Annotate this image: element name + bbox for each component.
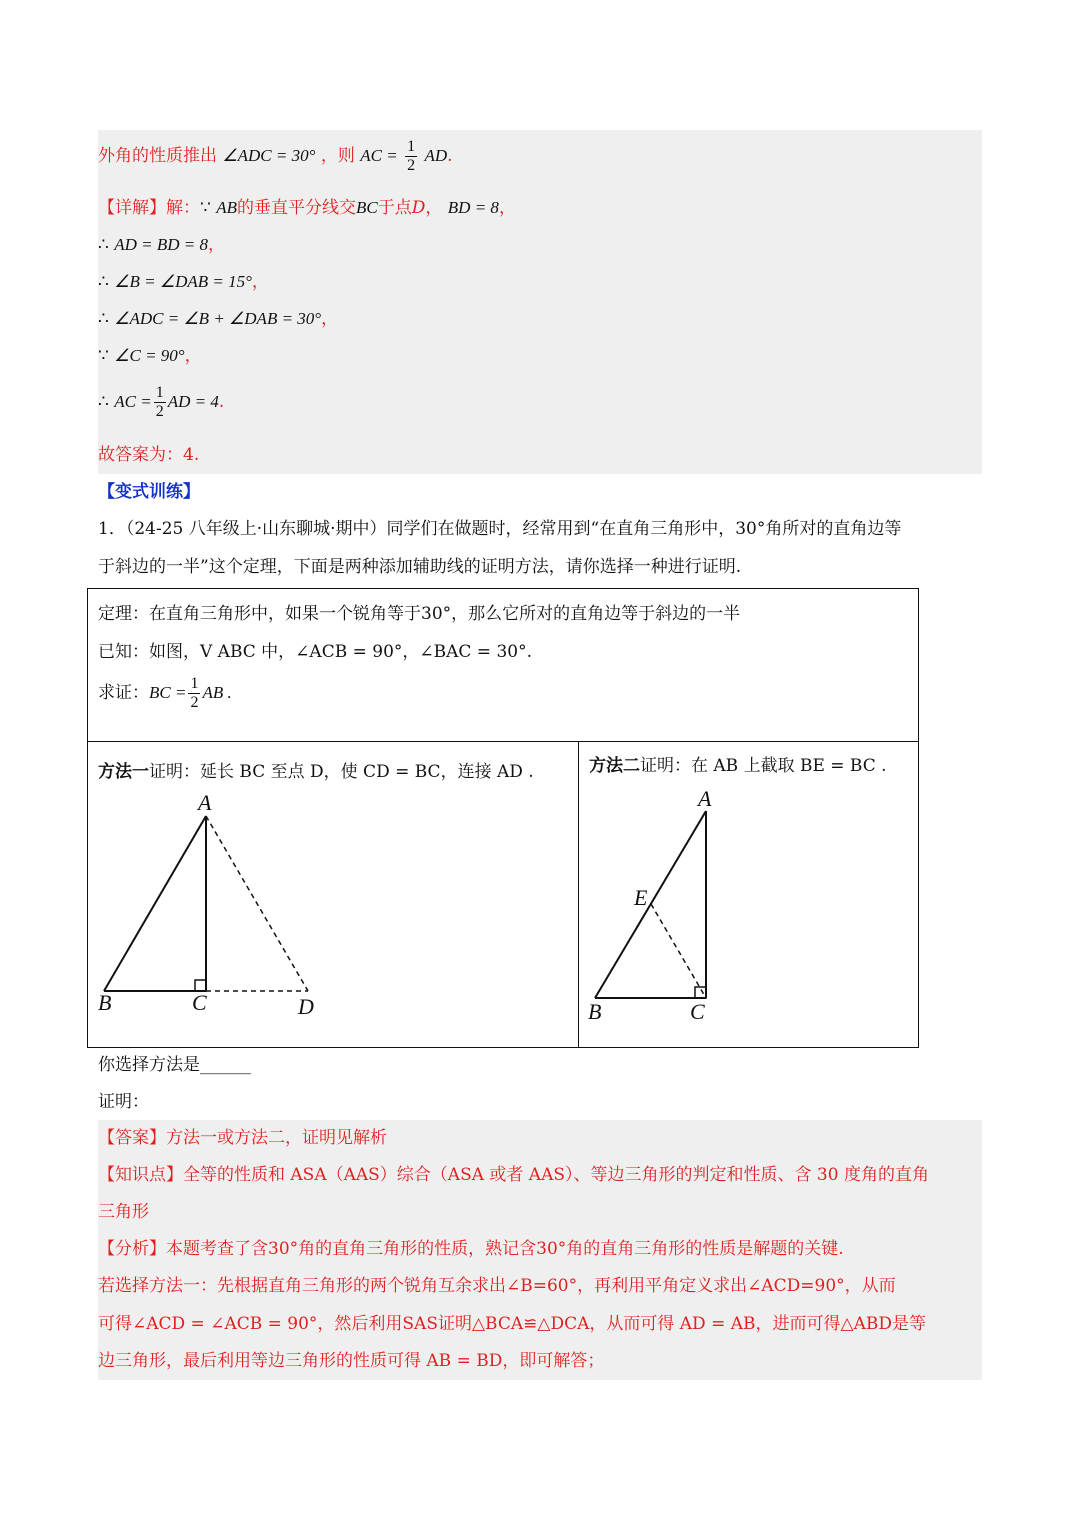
final-answer: 故答案为：4. [98, 445, 200, 465]
text: ， [251, 272, 269, 292]
choose-method: 你选择方法是______ [98, 1055, 251, 1075]
text: ，则 [320, 146, 355, 166]
problem-line-1: 1．（24-25 八年级上·山东聊城·期中）同学们在做题时，经常用到“在直角三角形中，30°角所对的直角边等 [98, 519, 902, 539]
knowledge-line: 【知识点】全等的性质和 ASA（AAS）综合（ASA 或者 AAS）、等边三角形的判定和性质、含 30 度角的直角 [98, 1165, 929, 1185]
method-1-explain-1: 若选择方法一：先根据直角三角形的两个锐角互余求出∠B=60°，再利用平角定义求出∠ACD=90°，从而 [98, 1276, 896, 1296]
because-symbol: ∵ [98, 346, 109, 365]
detail-tag: 【详解】解： [98, 198, 200, 218]
text: 证明：延长 BC 至点 D，使 CD = BC，连接 AD . [149, 762, 534, 782]
text: . [218, 392, 225, 412]
math: ∠B = ∠DAB = 15° [114, 272, 252, 291]
proof-label: 证明： [98, 1092, 149, 1112]
text: 证明：在 AB 上截取 BE = BC . [640, 756, 887, 776]
text: ， [208, 235, 225, 255]
label-a: A [698, 786, 712, 811]
therefore-symbol: ∴ [98, 235, 109, 254]
text: 的垂直平分线交 [237, 198, 357, 218]
given-text: 已知：如图，V ABC 中，∠ACB = 90°，∠BAC = 30°. [98, 642, 532, 662]
math: ∠C = 90° [114, 346, 185, 365]
text: 于点 [377, 198, 412, 218]
segment-ad [206, 816, 308, 991]
text: ， [425, 198, 443, 218]
analysis-line: 【分析】本题考查了含30°角的直角三角形的性质，熟记含30°角的直角三角形的性质是解题的关键. [98, 1239, 844, 1259]
variant-training-heading: 【变式训练】 [98, 482, 200, 502]
therefore-symbol: ∴ [98, 392, 109, 411]
label-e: E [634, 885, 648, 910]
method-1-title: 方法一 [98, 762, 149, 782]
denominator: 2 [407, 157, 416, 174]
math: AD = 4 [167, 392, 219, 411]
answer-line: 【答案】方法一或方法二，证明见解析 [98, 1128, 387, 1148]
problem-line-2: 于斜边的一半”这个定理，下面是两种添加辅助线的证明方法，请你选择一种进行证明. [98, 557, 742, 577]
figure-method-2 [588, 786, 712, 1024]
method-1-explain-2: 可得∠ACD = ∠ACB = 90°，然后利用SAS证明△BCA≌△DCA，从而可得 AD = AB，进而可得△ABD是等 [98, 1314, 926, 1334]
text: ， [184, 346, 202, 366]
label-a: A [198, 790, 212, 815]
math: BC = [149, 683, 187, 702]
because-symbol: ∵ [200, 198, 211, 217]
text: . [447, 146, 453, 166]
method-2-title: 方法二 [589, 756, 640, 776]
math: AB . [202, 683, 232, 702]
math: AD = BD = 8 [114, 235, 208, 254]
text: 外角的性质推出 [98, 146, 217, 166]
theorem-text: 定理：在直角三角形中，如果一个锐角等于30°，那么它所对的直角边等于斜边的一半 [98, 604, 741, 624]
label-c: C [192, 990, 207, 1015]
math: BC [356, 198, 378, 217]
math: AB [216, 198, 238, 217]
math: AC = [114, 392, 152, 411]
denominator: 2 [155, 403, 164, 420]
math: ∠ADC = ∠B + ∠DAB = 30° [114, 309, 322, 328]
math: AC = [360, 146, 398, 165]
segment-ec [651, 904, 706, 998]
therefore-symbol: ∴ [98, 309, 109, 328]
segment-ab [104, 816, 206, 991]
math: D [411, 198, 426, 218]
text: ， [498, 198, 516, 218]
label-b: B [98, 990, 112, 1015]
math: AD [424, 146, 448, 165]
denominator: 2 [190, 694, 199, 711]
math: ∠ADC = 30° [222, 146, 316, 165]
figure-method-1 [98, 790, 314, 1019]
knowledge-line-2: 三角形 [98, 1202, 149, 1222]
right-angle-mark [695, 987, 706, 998]
numerator: 1 [155, 384, 164, 401]
numerator: 1 [190, 675, 199, 692]
label-d: D [298, 994, 314, 1019]
label-b: B [588, 999, 602, 1024]
therefore-symbol: ∴ [98, 272, 109, 291]
math: BD = 8 [447, 198, 499, 217]
method-1-explain-3: 边三角形，最后利用等边三角形的性质可得 AB = BD，即可解答； [98, 1351, 605, 1371]
text: ， [321, 309, 339, 329]
label-c: C [690, 999, 705, 1024]
numerator: 1 [407, 138, 416, 155]
text: 求证： [98, 683, 149, 703]
